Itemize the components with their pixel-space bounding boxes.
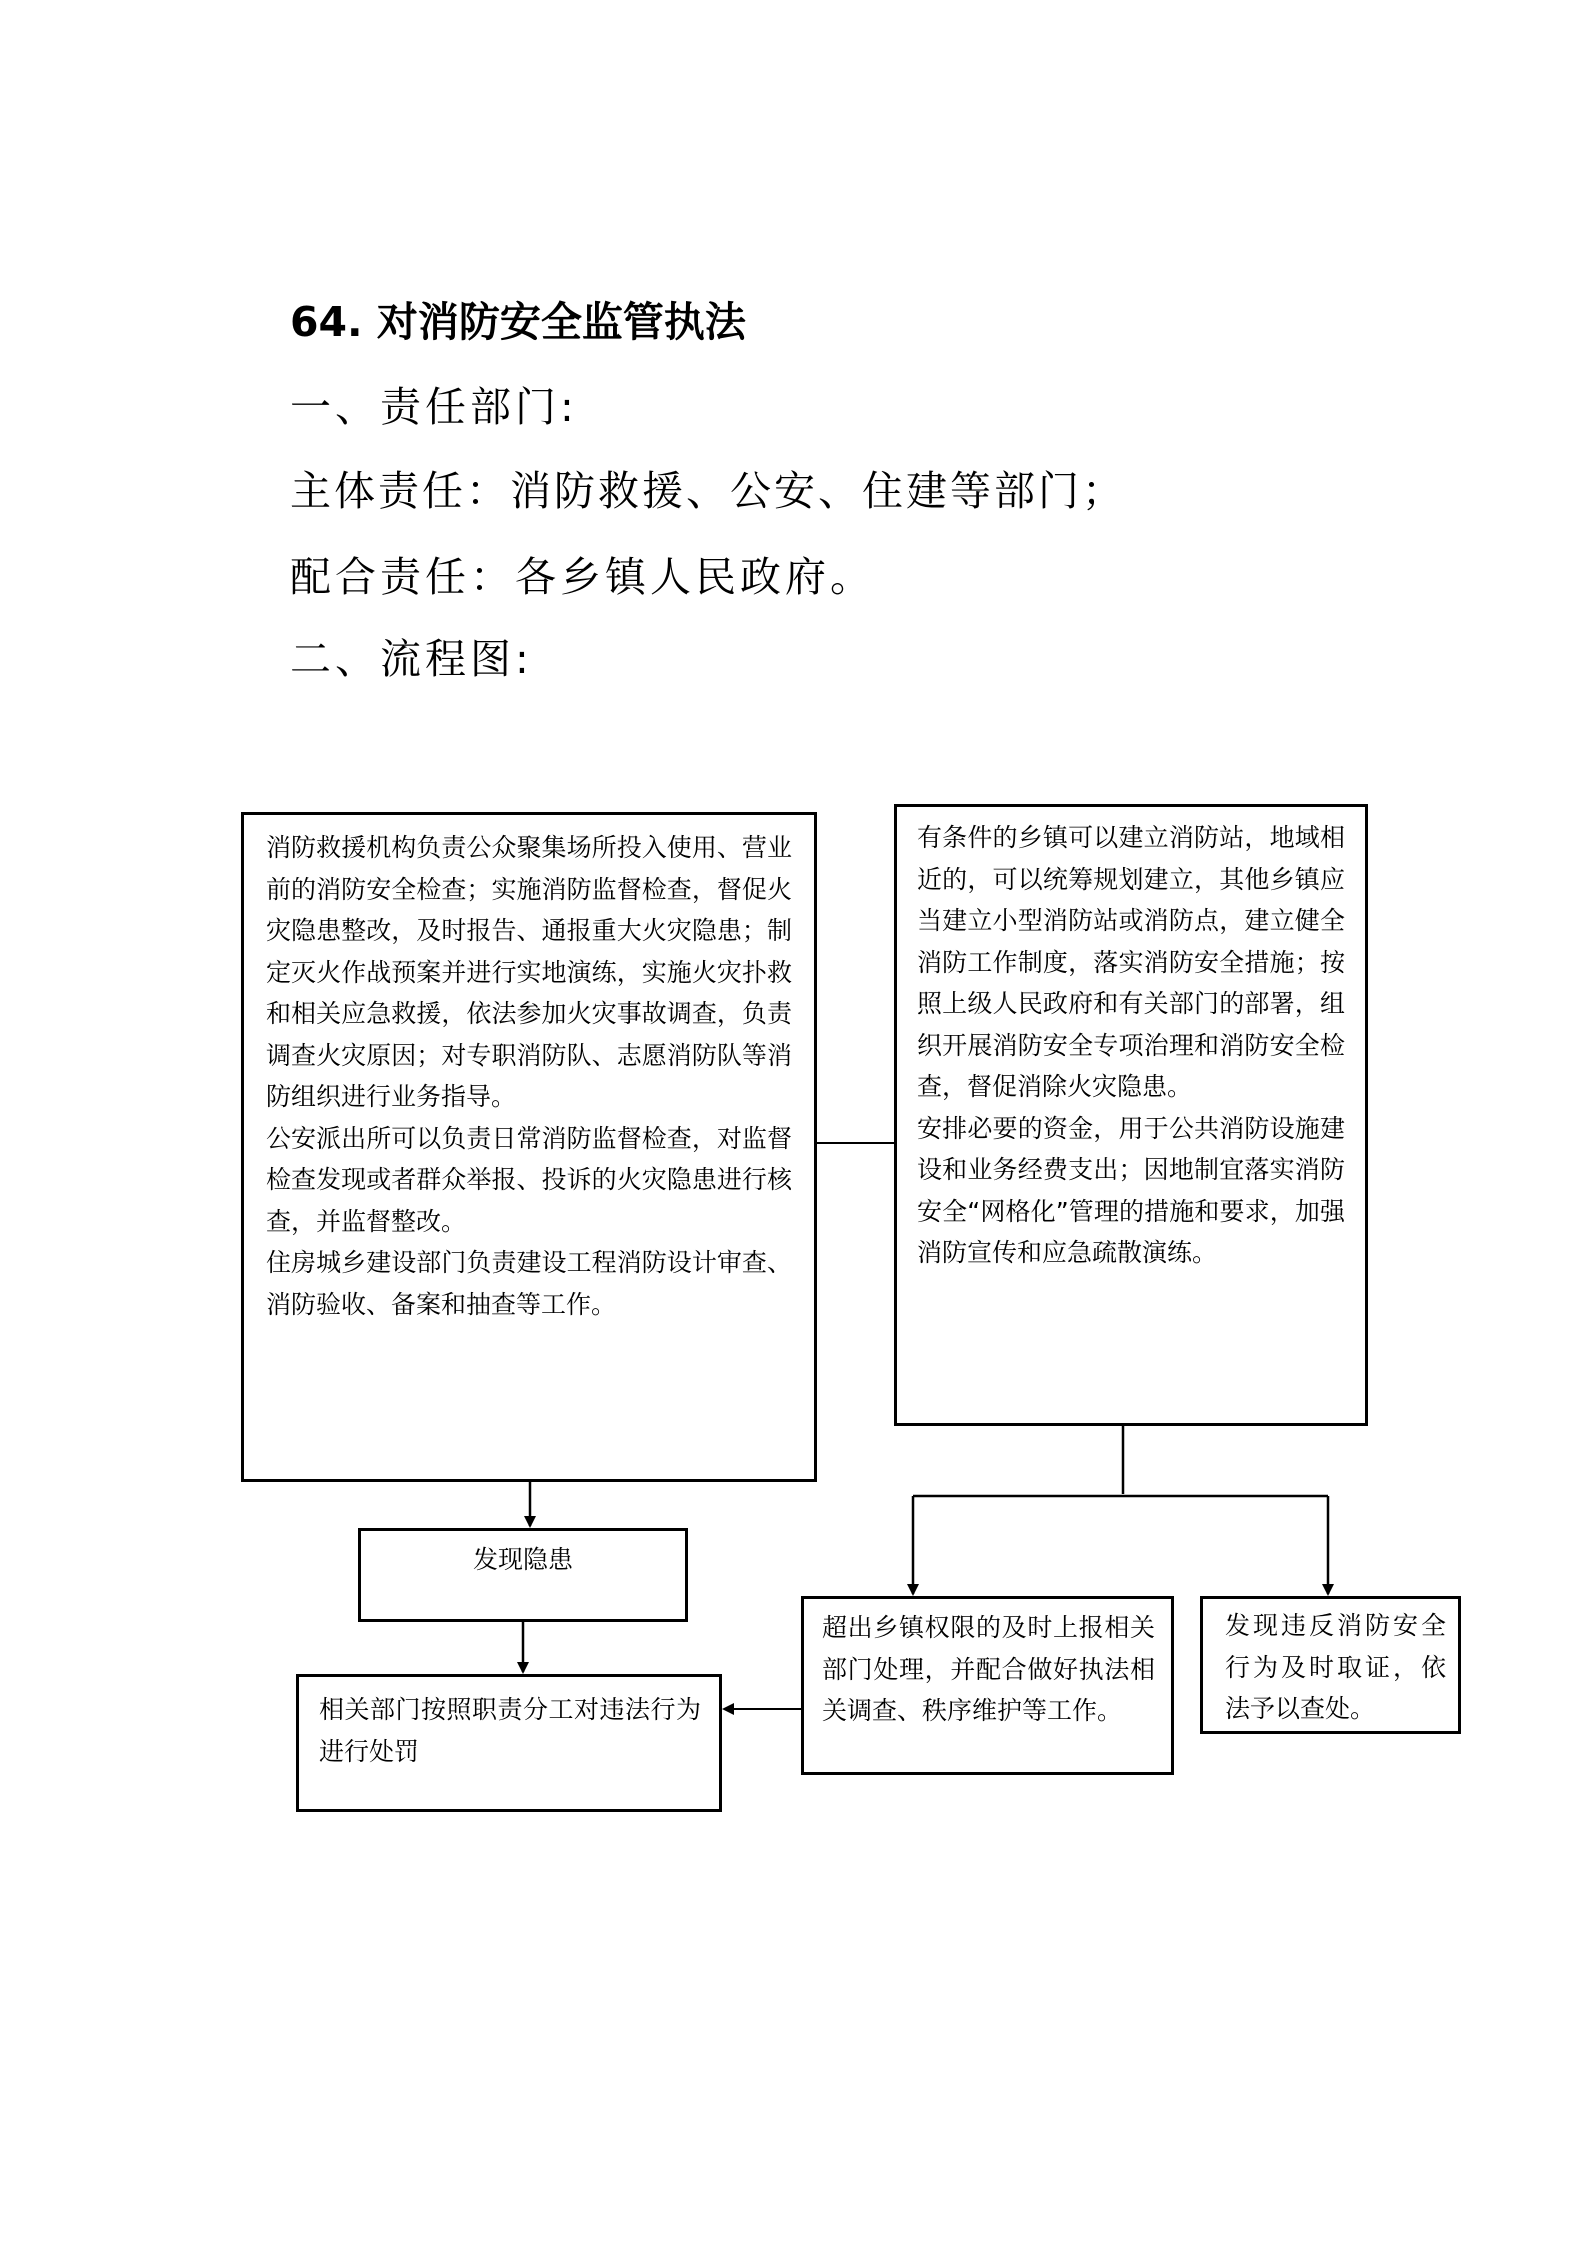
violation-found-box [1200, 1596, 1461, 1734]
page-title: 64. 对消防安全监管执法 [290, 298, 746, 346]
main-responsibility-text: 主体责任：消防救援、公安、住建等部门； [290, 467, 1126, 515]
found-hazard-text: 发现隐患 [472, 1545, 573, 1574]
found-hazard-box [358, 1528, 688, 1622]
township-duties-box [894, 804, 1368, 1426]
police-duties-paragraph: 公安派出所可以负责日常消防监督检查，对监督检查发现或者群众举报、投诉的火灾隐患进行核查，并监督整改。 [266, 1123, 792, 1236]
penalty-text: 相关部门按照职责分工对违法行为进行处罚 [319, 1695, 701, 1766]
coop-responsibility-text: 配合责任：各乡镇人民政府。 [290, 553, 875, 601]
housing-duties-paragraph: 住房城乡建设部门负责建设工程消防设计审查、消防验收、备案和抽查等工作。 [266, 1248, 792, 1319]
penalty-box [296, 1674, 722, 1812]
fire-department-duties-box [241, 812, 817, 1482]
section-heading-flowchart: 二、流程图: [290, 635, 533, 683]
violation-found-text: 发现违反消防安全行为及时取证，依法予以查处。 [1225, 1611, 1446, 1723]
township-duties-paragraph-2: 安排必要的资金，用于公共消防设施建设和业务经费支出；因地制宜落实消防安全“网格化”管理的措施和要求，加强消防宣传和应急疏散演练。 [917, 1113, 1345, 1267]
beyond-authority-text: 超出乡镇权限的及时上报相关部门处理，并配合做好执法相关调查、秩序维护等工作。 [822, 1613, 1155, 1725]
township-duties-paragraph-1: 有条件的乡镇可以建立消防站，地域相近的，可以统筹规划建立，其他乡镇应当建立小型消防站或消防点，建立健全消防工作制度，落实消防安全措施；按照上级人民政府和有关部门的部署，组织开展消防安全专项治理和消防安全检查，督促消除火灾隐患。 [917, 823, 1345, 1101]
section-heading-responsibility: 一、责任部门: [290, 383, 578, 431]
fire-duties-paragraph: 消防救援机构负责公众聚集场所投入使用、营业前的消防安全检查；实施消防监督检查，督促火灾隐患整改，及时报告、通报重大火灾隐患；制定灭火作战预案并进行实地演练，实施火灾扑救和相关应急救援，依法参加火灾事故调查，负责调查火灾原因；对专职消防队、志愿消防队等消防组织进行业务指导。 [266, 833, 792, 1111]
beyond-authority-box [801, 1596, 1174, 1775]
